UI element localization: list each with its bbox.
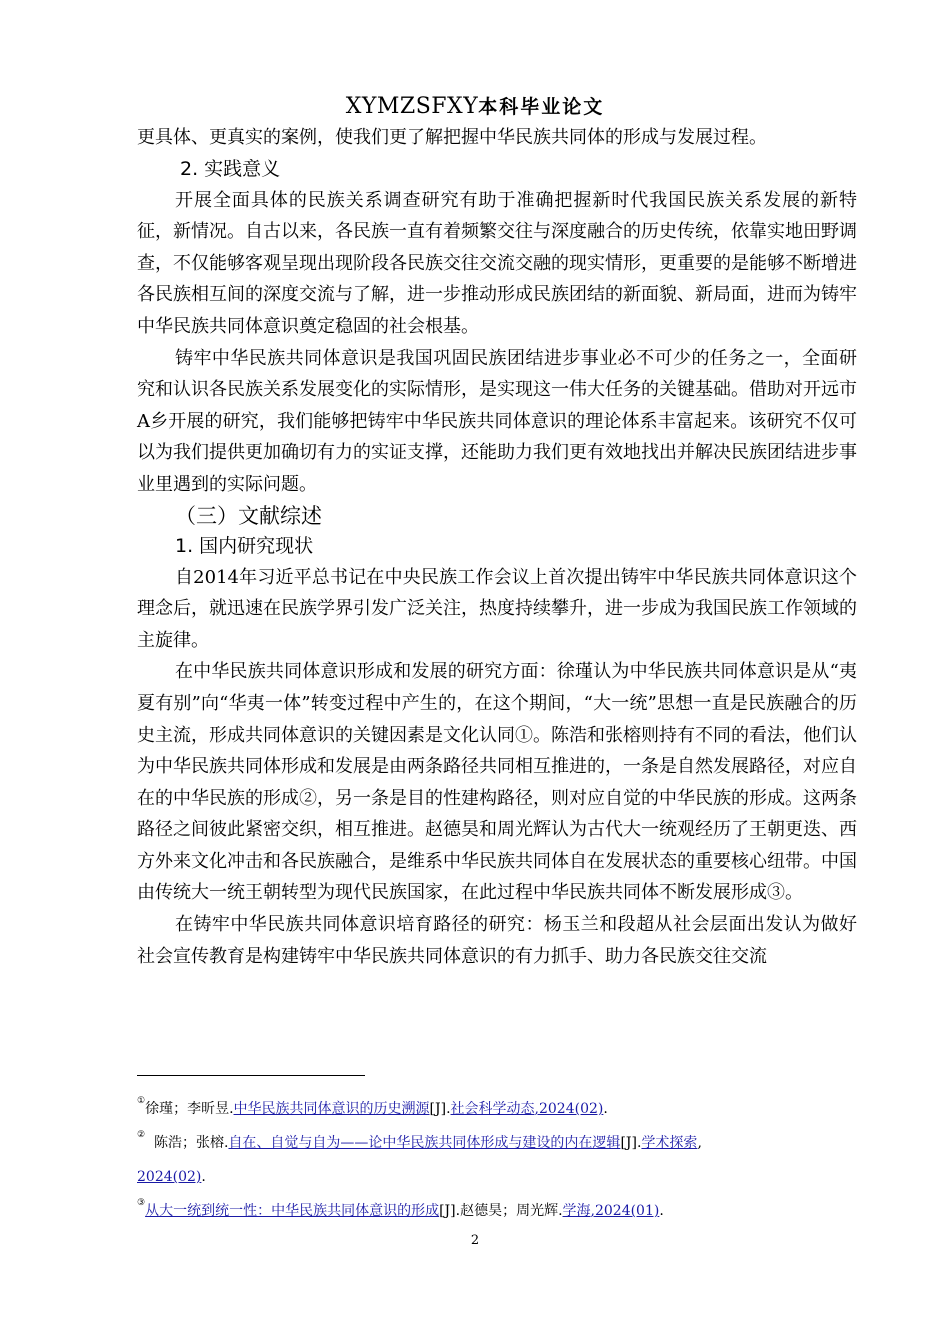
section-heading-review: （三）文献综述 bbox=[175, 503, 322, 528]
footnotes bbox=[137, 1092, 849, 1228]
footnote-1 bbox=[137, 1092, 849, 1126]
footnote-title-link[interactable]: 自在、自觉与自为——论中华民族共同体形成与建设的内在逻辑 bbox=[228, 1135, 621, 1151]
footnote-type: [J]. bbox=[620, 1135, 642, 1151]
footnote-type-authors: [J].赵德昊；周光辉. bbox=[439, 1203, 563, 1219]
paragraph: 铸牢中华民族共同体意识是我国巩固民族团结进步事业必不可少的任务之一，全面研究和认识各民族关系发展变化的实际情形，是实现这一伟大任务的关键基础。借助对开远市A乡开展的研究，我们能够把铸牢中华民族共同体意识的理论体系丰富起来。该研究不仅可以为我们提供更加确切有力的实证支撑，还能助力我们更有效地找出并解决民族团结进步事业里遇到的实际问题。 bbox=[137, 347, 857, 495]
footnote-2 bbox=[137, 1126, 849, 1194]
body-text bbox=[137, 122, 857, 972]
section-heading-practice: 2. 实践意义 bbox=[180, 157, 281, 180]
paragraph: 更具体、更真实的案例，使我们更了解把握中华民族共同体的形成与发展过程。 bbox=[137, 127, 767, 148]
footnote-separator-comma[interactable]: , bbox=[534, 1101, 539, 1117]
footnote-separator-comma[interactable]: , bbox=[590, 1203, 595, 1219]
paragraph: 开展全面具体的民族关系调查研究有助于准确把握新时代我国民族关系发展的新特征，新情况。自古以来，各民族一直有着频繁交往与深度融合的历史传统，依靠实地田野调查，不仅能够客观呈现出现阶段各民族交往交流交融的现实情形，更重要的是能够不断增进各民族相互间的深度交流与了解，进一步推动形成民族团结的新面貌、新局面，进而为铸牢中华民族共同体意识奠定稳固的社会根基。 bbox=[137, 189, 857, 337]
footnote-authors: 徐瑾；李昕昱. bbox=[145, 1101, 234, 1117]
footnote-3 bbox=[137, 1194, 849, 1228]
section-heading-domestic: 1. 国内研究现状 bbox=[175, 534, 314, 557]
footnote-type: [J]. bbox=[429, 1101, 451, 1117]
footnote-end: . bbox=[659, 1203, 664, 1219]
footnote-sep: , bbox=[697, 1135, 702, 1151]
footnote-issue-link[interactable]: 2024(01) bbox=[594, 1203, 660, 1219]
footnote-title-link[interactable]: 中华民族共同体意识的历史溯源 bbox=[233, 1101, 430, 1117]
footnote-journal-link[interactable]: 学术探索 bbox=[641, 1135, 698, 1151]
header-title: 本科毕业论文 bbox=[478, 96, 605, 118]
footnote-title-link[interactable]: 从大一统到统一性：中华民族共同体意识的形成 bbox=[145, 1203, 440, 1219]
footnote-journal-link[interactable]: 社会科学动态 bbox=[450, 1101, 535, 1117]
footnote-end: . bbox=[201, 1169, 206, 1185]
paragraph: 自2014年习近平总书记在中央民族工作会议上首次提出铸牢中华民族共同体意识这个理念后，就迅速在民族学界引发广泛关注，热度持续攀升，进一步成为我国民族工作领域的主旋律。 bbox=[137, 566, 857, 651]
footnote-authors: 陈浩；张榕. bbox=[153, 1135, 229, 1151]
paragraph: 在中华民族共同体意识形成和发展的研究方面：徐瑾认为中华民族共同体意识是从“夷夏有别”向“华夷一体”转变过程中产生的，在这个期间，“大一统”思想一直是民族融合的历史主流，形成共同体意识的关键因素是文化认同①。陈浩和张榕则持有不同的看法，他们认为中华民族共同体形成和发展是由两条路径共同相互推进的，一条是自然发展路径，对应自在的中华民族的形成②，另一条是目的性建构路径，则对应自觉的中华民族的形成。这两条路径之间彼此紧密交织，相互推进。赵德昊和周光辉认为古代大一统观经历了王朝更迭、西方外来文化冲击和各民族融合，是维系中华民族共同体自在发展状态的重要核心纽带。中国由传统大一统王朝转型为现代民族国家，在此过程中华民族共同体不断发展形成③。 bbox=[137, 661, 857, 904]
footnote-separator bbox=[137, 1075, 365, 1076]
footnote-mark: ② bbox=[137, 1130, 146, 1140]
footnote-mark: ③ bbox=[137, 1198, 146, 1208]
footnote-issue-link[interactable]: 2024(02) bbox=[538, 1101, 604, 1117]
footnote-issue-link[interactable]: 2024(02) bbox=[137, 1169, 202, 1185]
footnote-journal-link[interactable]: 学海 bbox=[562, 1203, 591, 1219]
page-header bbox=[0, 92, 950, 119]
footnote-end: . bbox=[603, 1101, 608, 1117]
footnote-mark: ① bbox=[137, 1096, 146, 1106]
paragraph: 在铸牢中华民族共同体意识培育路径的研究：杨玉兰和段超从社会层面出发认为做好社会宣传教育是构建铸牢中华民族共同体意识的有力抓手、助力各民族交往交流 bbox=[137, 914, 857, 967]
page-number: 2 bbox=[470, 1233, 480, 1248]
header-latin: XYMZSFXY bbox=[345, 94, 479, 119]
